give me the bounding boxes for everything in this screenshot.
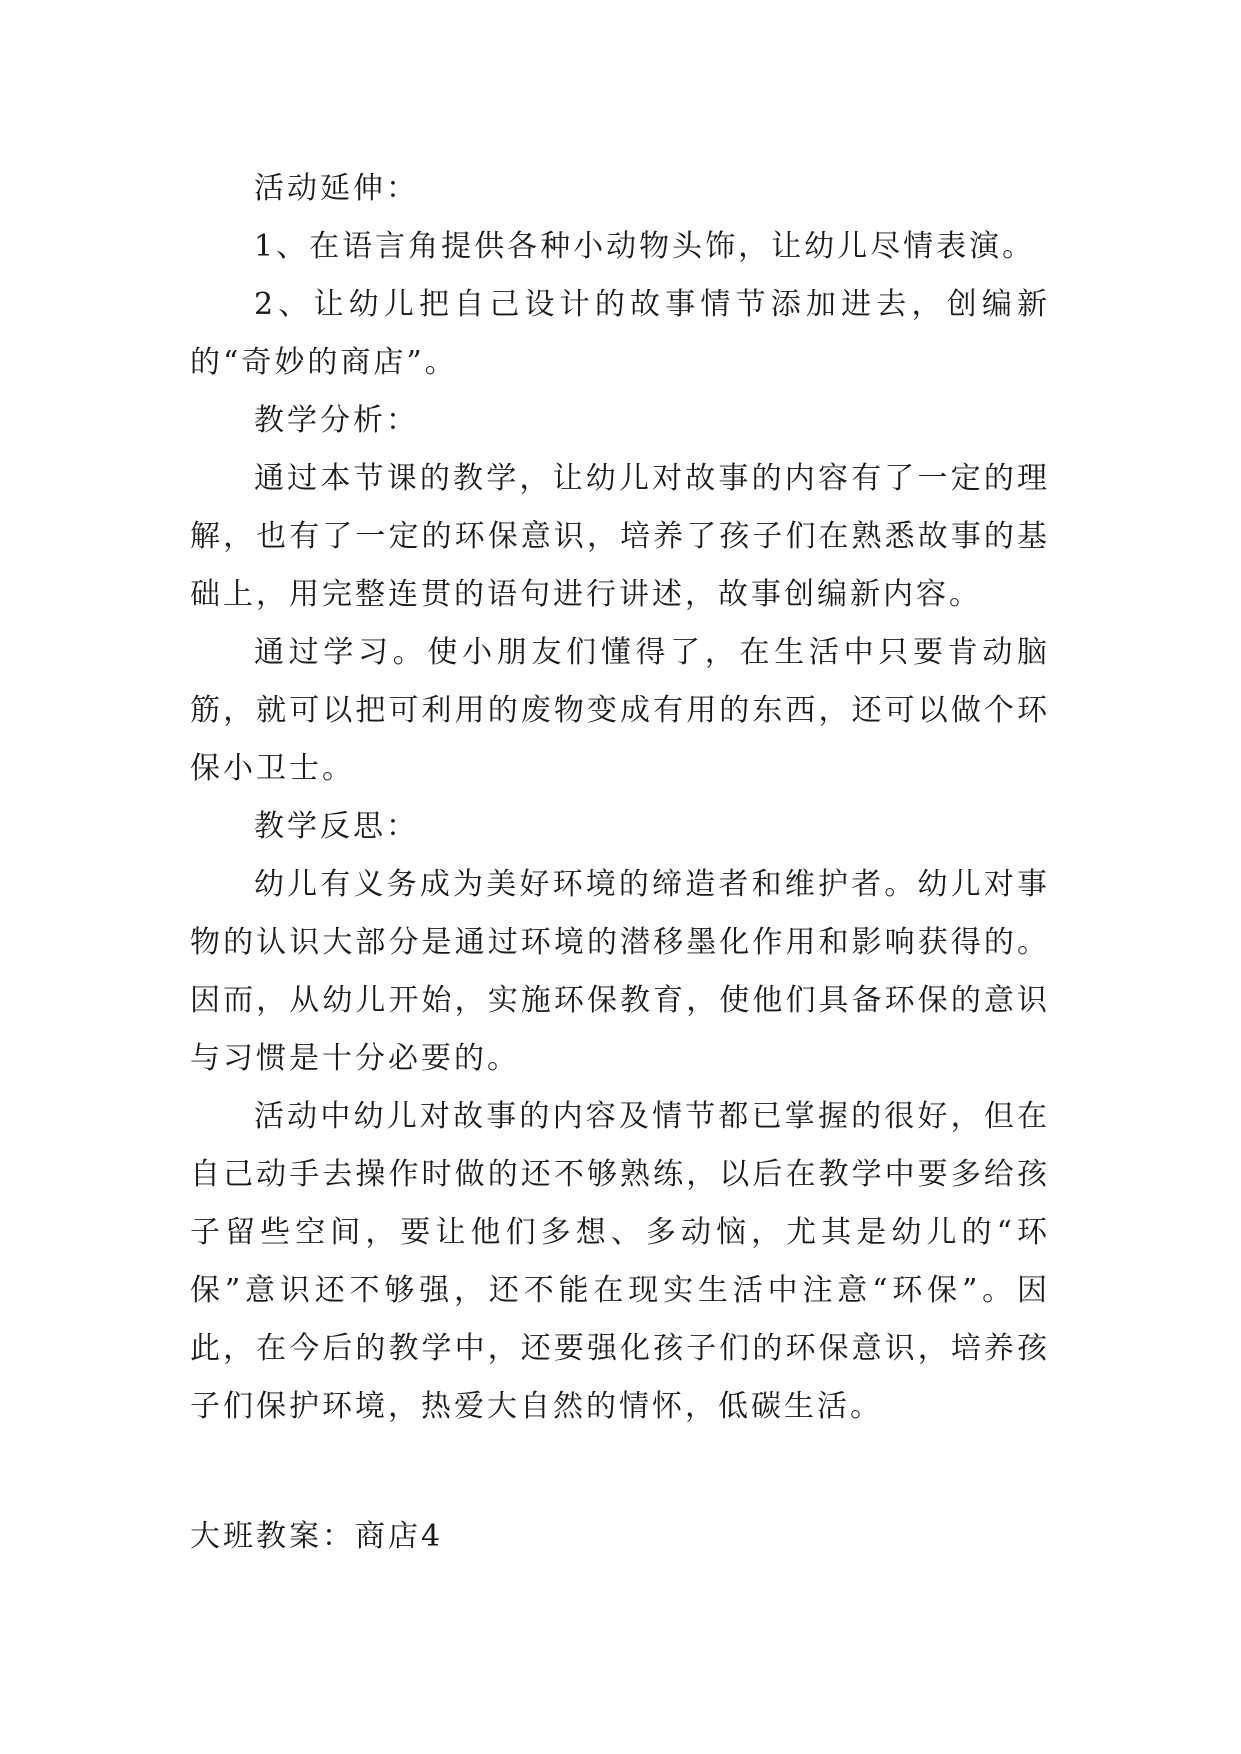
paragraph-teaching-reflection-1: 幼儿有义务成为美好环境的缔造者和维护者。幼儿对事物的认识大部分是通过环境的潜移墨化作用和影响获得的。因而，从幼儿开始，实施环保教育，使他们具备环保的意识与习惯是十分必要的。 [190,867,1050,1076]
document-body [190,160,1050,1436]
paragraph-teaching-analysis-heading: 教学分析： [254,403,419,438]
paragraph-extension-item-1: 1、在语言角提供各种小动物头饰，让幼儿尽情表演。 [254,229,1036,264]
section-title: 大班教案：商店4 [190,1519,444,1554]
paragraph-teaching-analysis-2: 通过学习。使小朋友们懂得了，在生活中只要肯动脑筋，就可以把可利用的废物变成有用的东西，还可以做个环保小卫士。 [190,635,1050,786]
paragraph-activity-extension-heading: 活动延伸： [254,171,419,206]
paragraph-teaching-analysis-1: 通过本节课的教学，让幼儿对故事的内容有了一定的理解，也有了一定的环保意识，培养了孩子们在熟悉故事的基础上，用完整连贯的语句进行讲述，故事创编新内容。 [190,461,1050,612]
paragraph-teaching-reflection-heading: 教学反思： [254,809,419,844]
paragraph-teaching-reflection-2: 活动中幼儿对故事的内容及情节都已掌握的很好，但在自己动手去操作时做的还不够熟练，以后在教学中要多给孩子留些空间，要让他们多想、多动恼，尤其是幼儿的“环保”意识还不够强，还不能在现实生活中注意“环保”。因此，在今后的教学中，还要强化孩子们的环保意识，培养孩子们保护环境，热爱大自然的情怀，低碳生活。 [190,1099,1050,1424]
paragraph-extension-item-2: 2、让幼儿把自己设计的故事情节添加进去，创编新的“奇妙的商店”。 [190,287,1050,380]
